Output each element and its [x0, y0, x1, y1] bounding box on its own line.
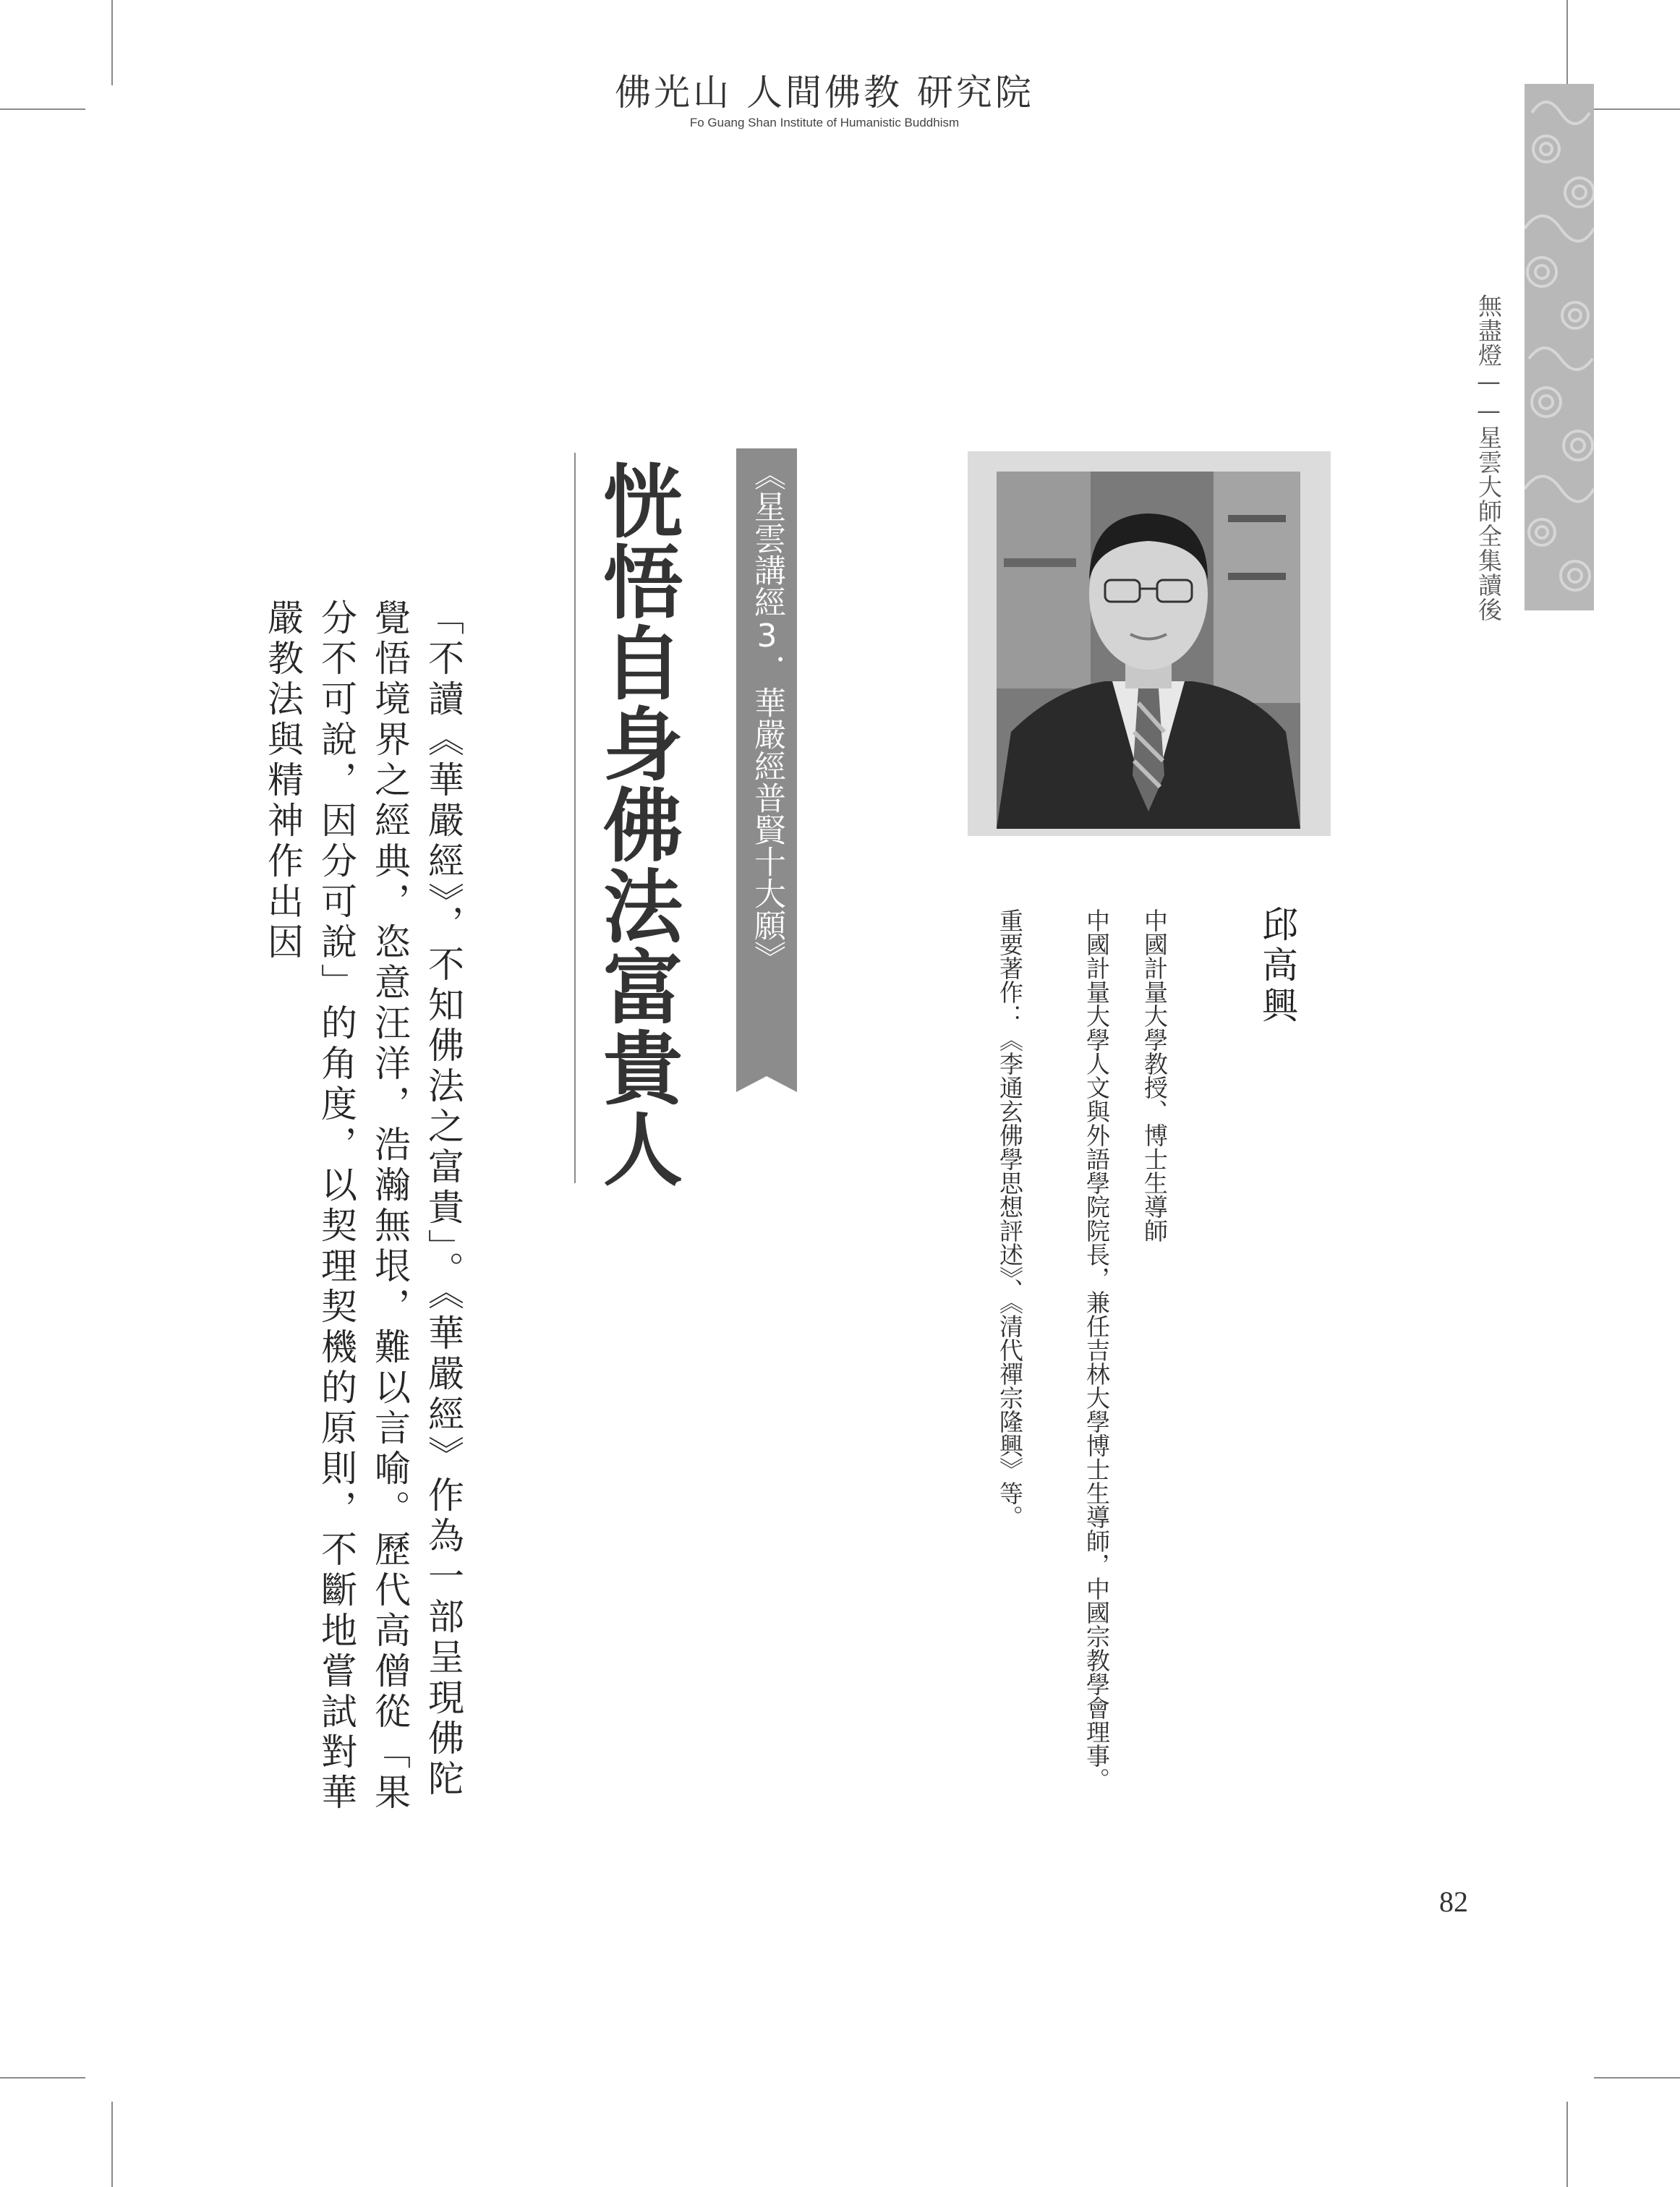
author-photo-frame — [968, 451, 1331, 836]
running-head: 無盡燈——星雲大師全集讀後 — [1475, 294, 1503, 622]
bio-line: 重要著作：《李通玄佛學思想評述》、《清代禪宗隆興》等。 — [996, 908, 1024, 1529]
institute-name: 佛光山 人間佛教 研究院 — [615, 72, 1034, 114]
series-title: 《星雲講經3．華嚴經普賢十大願》 — [749, 459, 785, 973]
institute-name-english: Fo Guang Shan Institute of Humanistic Buddhism — [689, 116, 960, 129]
author-bio — [995, 908, 1169, 1820]
crop-mark — [111, 0, 113, 85]
bio-line: 中國計量大學教授、博士生導師 — [1140, 908, 1169, 1242]
bio-line: 中國計量大學人文與外語學院院長，兼任吉林大學博士生導師，中國宗教學會理事。 — [1083, 908, 1111, 1791]
author-name: 邱高興 — [1256, 905, 1298, 1027]
crop-mark — [0, 108, 85, 110]
article-body: 「不讀《華嚴經》，不知佛法之富貴」。《華嚴經》作為一部呈現佛陀覺悟境界之經典，恣意汪洋，浩瀚無垠，難以言喻。歷代高僧從「果分不可說，因分可說」的角度，以契理契機的原則，不斷地嘗試對華嚴教法與精神作出因 — [262, 599, 464, 1814]
cloud-pattern-strip — [1525, 84, 1594, 610]
title-rule — [574, 453, 576, 1183]
page-header — [593, 64, 1056, 143]
article-title: 恍悟自身佛法富貴人 — [590, 460, 683, 1189]
series-banner — [736, 448, 797, 1092]
author-photo — [997, 472, 1300, 829]
crop-mark — [1594, 2077, 1680, 2079]
cloud-pattern-icon — [1525, 84, 1594, 610]
crop-mark — [1566, 0, 1568, 85]
crop-mark — [1594, 108, 1680, 110]
crop-mark — [0, 2077, 85, 2079]
crop-mark — [111, 2102, 113, 2187]
crop-mark — [1566, 2102, 1568, 2187]
page-number: 82 — [1439, 1885, 1468, 1918]
